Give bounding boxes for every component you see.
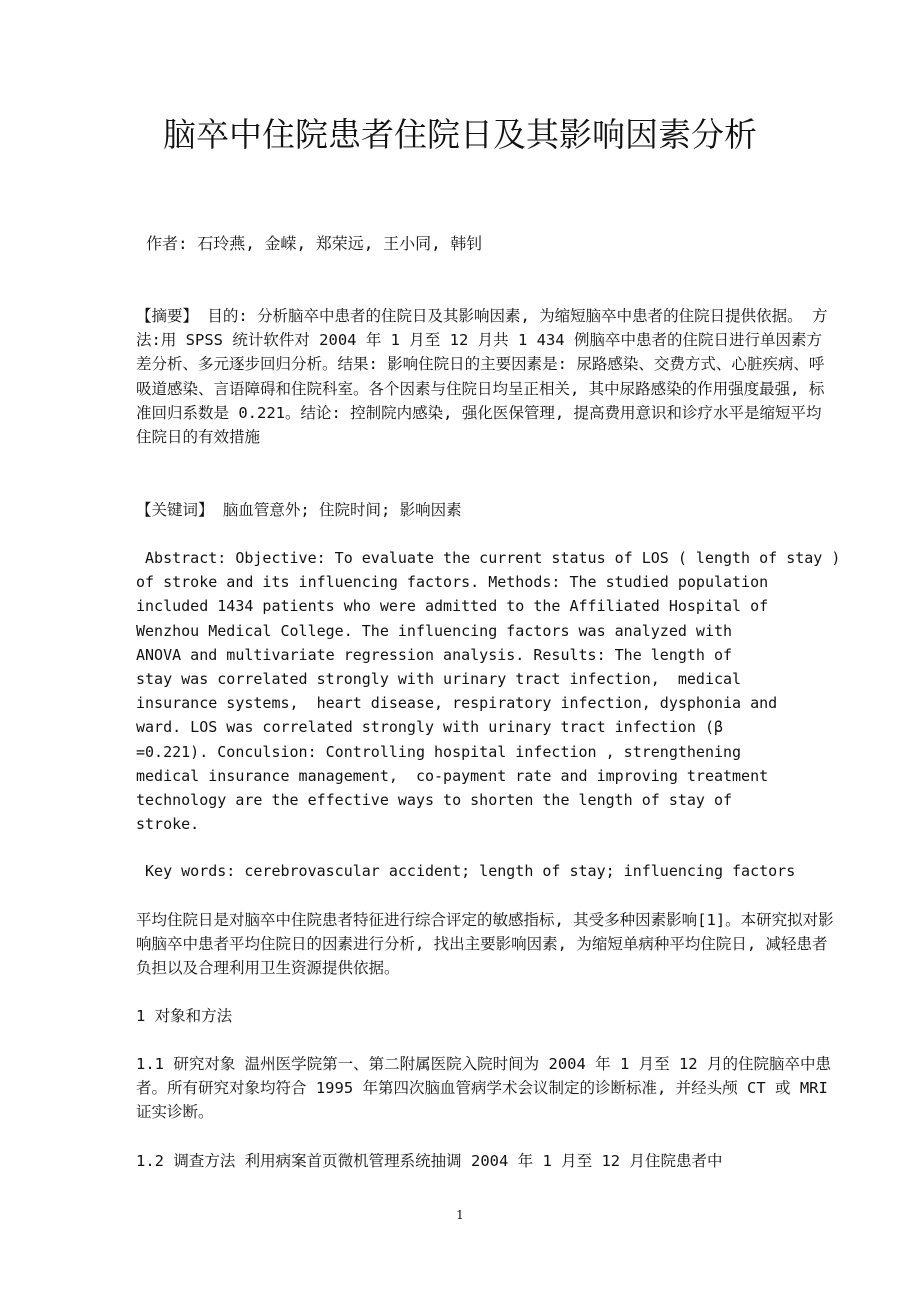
page-number: 1 bbox=[456, 1208, 464, 1222]
abstract-en-line: Abstract: Objective: To evaluate the current status of LOS ( length of stay ) bbox=[136, 549, 841, 567]
section-1-2: 1.2 调查方法 利用病案首页微机管理系统抽调 2004 年 1 月至 12 月住院患者中 bbox=[136, 1152, 723, 1170]
abstract-en-line: ANOVA and multivariate regression analysis. Results: The length of bbox=[136, 645, 733, 664]
abstract-label: 【摘要】 bbox=[136, 307, 199, 325]
abstract-en-line: ward. LOS was correlated strongly with urinary tract infection (β bbox=[136, 718, 723, 737]
abstract-en-line: insurance systems, heart disease, respiratory infection, dysphonia and bbox=[136, 694, 778, 713]
abstract-en-line: medical insurance management, co-payment rate and improving treatment bbox=[136, 766, 769, 785]
abstract-text: 目的: 分析脑卒中患者的住院日及其影响因素, 为缩短脑卒中患者的住院日提供依据。 方法:用 SPSS 统计软件对 2004 年 1 月至 12 月共 1 434 例脑卒中患者的住院日进行单因素方差分析、多元逐步回归分析。结果: 影响住院日的主要因素是: 尿路感染、交费方式、心脏疾病、呼吸道感染、言语障碍和住院科室。各个因素与住院日均呈正相关, 其中尿路感染的作用强度最强, 标准回归系数是 0.221。结论: 控制院内感染, 强化医保管理, 提高费用意识和诊疗水平是缩短平均住院日的有效措施 bbox=[136, 307, 828, 447]
keywords-en-text: Key words: cerebrovascular accident; length of stay; influencing factors bbox=[136, 862, 796, 880]
keywords-label: 【关键词】 bbox=[136, 501, 214, 519]
abstract-cn bbox=[136, 304, 836, 449]
keywords-cn bbox=[136, 498, 836, 522]
author-list: 作者: 石玲燕, 金嵘, 郑荣远, 王小同, 韩钊 bbox=[146, 234, 483, 253]
abstract-en-line: Wenzhou Medical College. The influencing factors was analyzed with bbox=[136, 621, 733, 640]
keywords-text: 脑血管意外; 住院时间; 影响因素 bbox=[213, 501, 462, 519]
abstract-en-line: of stroke and its influencing factors. Methods: The studied population bbox=[136, 573, 769, 592]
keywords-en bbox=[136, 859, 856, 883]
abstract-en-line: =0.221). Conculsion: Controlling hospital infection , strengthening bbox=[136, 742, 742, 761]
abstract-en-line: stay was correlated strongly with urinary tract infection, medical bbox=[136, 670, 742, 689]
section-1-1: 1.1 研究对象 温州医学院第一、第二附属医院入院时间为 2004 年 1 月至 12 月的住院脑卒中患者。所有研究对象均符合 1995 年第四次脑血管病学术会议制定的诊断标准, 并经头颅 CT 或 MRI 证实诊断。 bbox=[136, 1055, 831, 1122]
paper-title: 脑卒中住院患者住院日及其影响因素分析 bbox=[163, 115, 757, 154]
section-heading: 1 对象和方法 bbox=[136, 1007, 233, 1025]
abstract-en bbox=[136, 546, 856, 836]
abstract-en-line: stroke. bbox=[136, 815, 200, 834]
intro-paragraph: 平均住院日是对脑卒中住院患者特征进行综合评定的敏感指标, 其受多种因素影响[1]。本研究拟对影响脑卒中患者平均住院日的因素进行分析, 找出主要影响因素, 为缩短单病种平均住院日, 减轻患者负担以及合理利用卫生资源提供依据。 bbox=[136, 911, 834, 978]
abstract-en-line: included 1434 patients who were admitted to the Affiliated Hospital of bbox=[136, 597, 769, 616]
abstract-en-line: technology are the effective ways to shorten the length of stay of bbox=[136, 791, 733, 810]
